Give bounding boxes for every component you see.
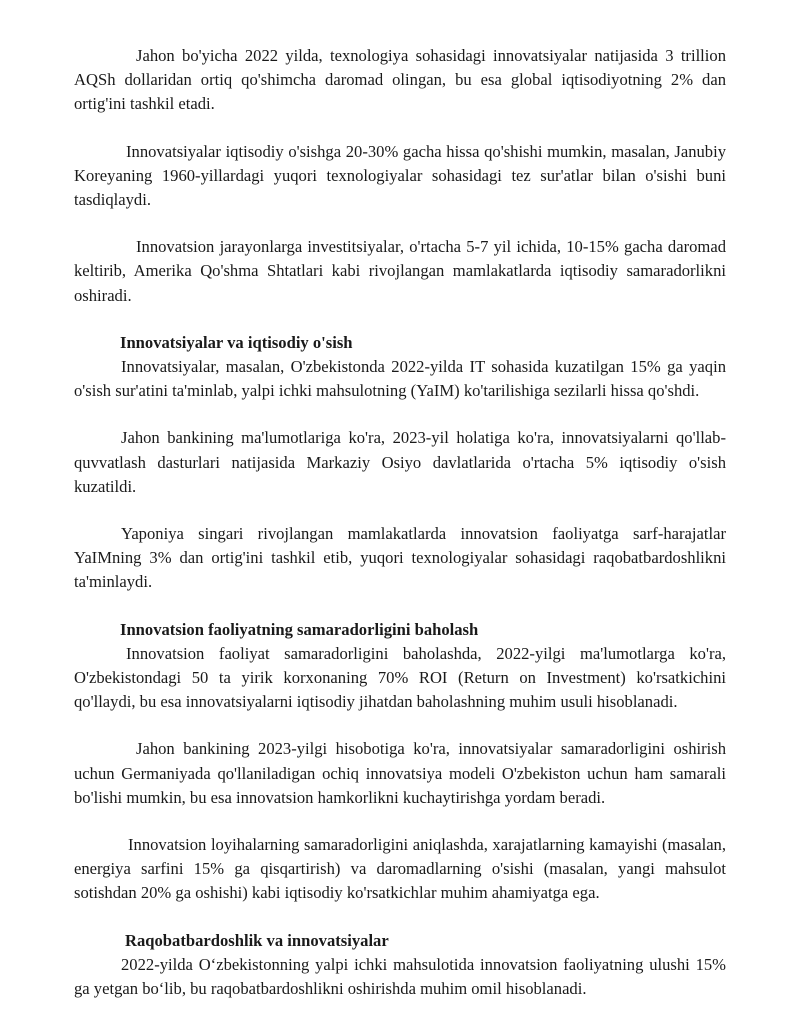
- paragraph-investment-returns: Innovatsion jarayonlarga investitsiyalar, o'rtacha 5-7 yil ichida, 10-15% gacha daromad keltirib, Amerika Qo'shma Shtatlari kabi rivojlangan mamlakatlarda iqtisodiy samaradorlikni oshiradi.: [74, 237, 726, 305]
- paragraph-growth-contribution: Innovatsiyalar iqtisodiy o'sishga 20-30% gacha hissa qo'shishi mumkin, masalan, Janubiy Koreyaning 1960-yillardagi yuqori texnologiyalar sohasidagi tez sur'atlar bilan o'sishi buni tasdiqlaydi.: [74, 141, 726, 210]
- paragraph-roi-evaluation: Innovatsion faoliyat samaradorligini baholashda, 2022-yilgi ma'lumotlarga ko'ra, O'zbekistondagi 50 ta yirik korxonaning 70% ROI (Return on Investment) ko'rsatkichini qo'llaydi, bu esa innovatsiyalarni iqtisodiy jihatdan baholashning muhim usuli hisoblanadi.: [74, 643, 726, 712]
- section-heading-efficiency-evaluation: Innovatsion faoliyatning samaradorligini baholash: [120, 619, 479, 639]
- section-heading-competitiveness: Raqobatbardoshlik va innovatsiyalar: [125, 930, 389, 950]
- paragraph-gdp-innovation-share: 2022-yilda O‘zbekistonning yalpi ichki mahsulotida innovatsion faoliyatning ulushi 15% ga yetgan bo‘lib, bu raqobatbardoshlikni oshirishda muhim omil hisoblanadi.: [74, 954, 726, 999]
- paragraph-open-innovation-model: Jahon bankining 2023-yilgi hisobotiga ko'ra, innovatsiyalar samaradorligini oshirish uchun Germaniyada qo'llaniladigan ochiq innovatsiya modeli O'zbekiston uchun ham samarali bo'lishi mumkin, bu esa innovatsion hamkorlikni kuchaytirishga yordam beradi.: [74, 739, 726, 807]
- paragraph-japan-rd-spending: Yaponiya singari rivojlangan mamlakatlarda innovatsion faoliyatga sarf-harajatlar YaIMning 3% dan ortig'ini tashkil etib, yuqori texnologiyalar sohasidagi raqobatbardoshlikni ta'minlaydi.: [74, 524, 726, 592]
- paragraph-uzbekistan-it-growth: Innovatsiyalar, masalan, O'zbekistonda 2022-yilda IT sohasida kuzatilgan 15% ga yaqin o'sish sur'atini ta'minlab, yalpi ichki mahsulotning (YaIM) ko'tarilishiga sezilarli hissa qo'shdi.: [74, 357, 726, 401]
- section-heading-innovation-growth: Innovatsiyalar va iqtisodiy o'sish: [120, 332, 353, 352]
- paragraph-global-innovation-revenue: Jahon bo'yicha 2022 yilda, texnologiya sohasidagi innovatsiyalar natijasida 3 trillion AQSh dollaridan ortiq qo'shimcha daromad olingan, bu esa global iqtisodiyotning 2% dan ortig'ini tashkil etadi.: [74, 46, 726, 114]
- document-page: [74, 44, 726, 1001]
- paragraph-project-efficiency-indicators: Innovatsion loyihalarning samaradorligini aniqlashda, xarajatlarning kamayishi (masalan, energiya sarfini 15% ga qisqartirish) va daromadlarning o'sishi (masalan, yangi mahsulot sotishdan 20% ga oshishi) kabi iqtisodiy ko'rsatkichlar muhim ahamiyatga ega.: [74, 835, 726, 903]
- paragraph-world-bank-central-asia: Jahon bankining ma'lumotlariga ko'ra, 2023-yil holatiga ko'ra, innovatsiyalarni qo'llab-quvvatlash dasturlari natijasida Markaziy Osiyo davlatlarida o'rtacha 5% iqtisodiy o'sish kuzatildi.: [74, 428, 726, 496]
